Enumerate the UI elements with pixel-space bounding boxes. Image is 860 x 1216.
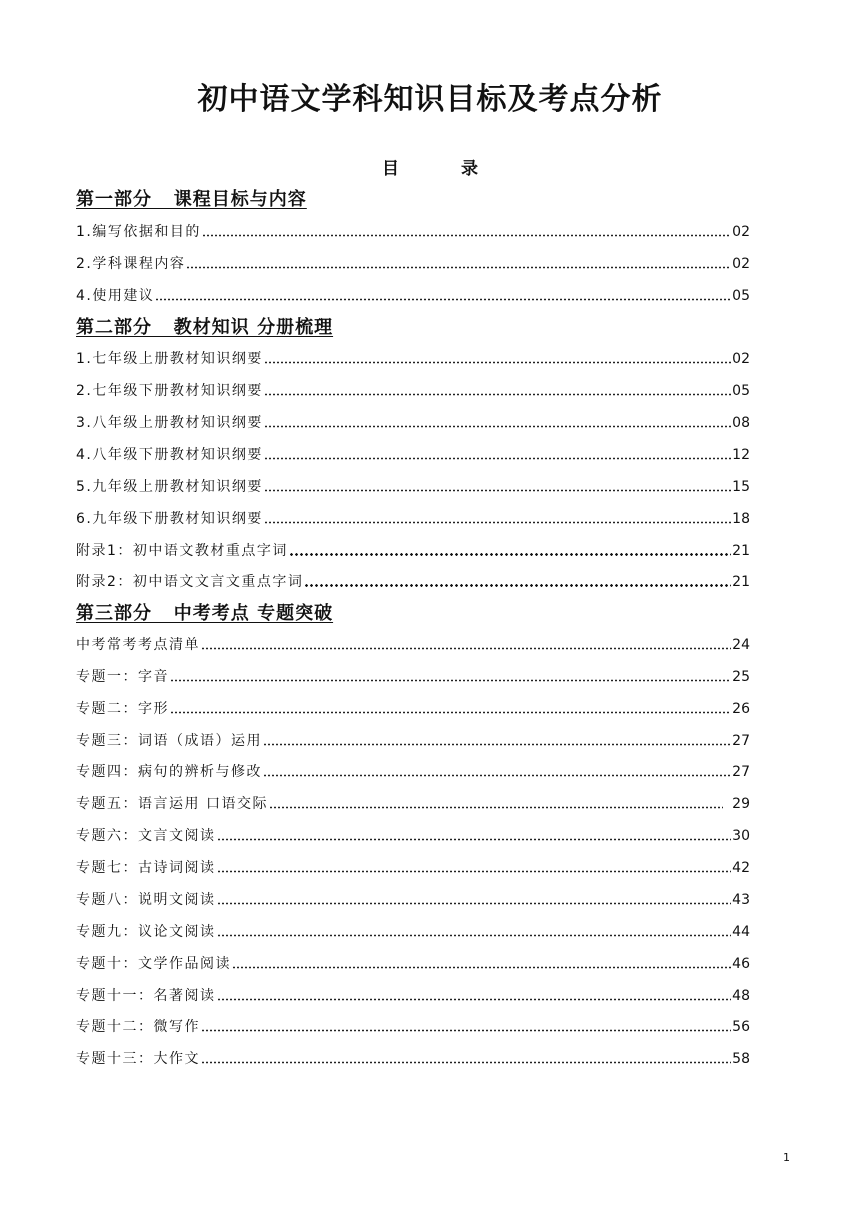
- toc-entry-label: 附录1：初中语文教材重点字词: [76, 543, 288, 559]
- document-title: 初中语文学科知识目标及考点分析: [197, 82, 663, 117]
- toc-entry-page: 56: [732, 1019, 750, 1035]
- dot-leader: [217, 838, 732, 841]
- dot-leader: [186, 266, 731, 269]
- dot-leader: [201, 647, 731, 650]
- dot-leader: [232, 966, 731, 969]
- toc-entry[interactable]: [76, 537, 750, 561]
- dot-leader: [264, 521, 731, 524]
- dot-leader: [217, 870, 732, 873]
- dot-leader: [264, 425, 731, 428]
- toc-entry-page: 27: [732, 733, 750, 749]
- toc-entry-label: 6.九年级下册教材知识纲要: [76, 511, 263, 527]
- toc-entry[interactable]: [76, 218, 750, 242]
- toc-entry[interactable]: [76, 568, 750, 592]
- toc-entry-label: 附录2：初中语文文言文重点字词: [76, 574, 304, 590]
- dot-leader: [201, 1061, 731, 1064]
- toc-entry[interactable]: [76, 1045, 750, 1069]
- toc-entry-page: 18: [732, 511, 750, 527]
- toc-entry-label: 专题七：古诗词阅读: [76, 860, 216, 876]
- toc-entry-page: 15: [732, 479, 750, 495]
- toc-entry-page: 02: [732, 256, 750, 272]
- toc-entry[interactable]: [76, 695, 750, 719]
- dot-leader: [264, 361, 731, 364]
- toc-entry-label: 专题十三：大作文: [76, 1051, 200, 1067]
- toc-entry-page: 25: [732, 669, 750, 685]
- toc-entry-page: 26: [732, 701, 750, 717]
- toc-entry-page: 24: [732, 637, 750, 653]
- dot-leader: [202, 234, 731, 237]
- toc-entry-page: 21: [732, 574, 750, 590]
- dot-leader: [217, 998, 732, 1001]
- toc-entry[interactable]: [76, 345, 750, 369]
- toc-entry-page: 05: [732, 383, 750, 399]
- toc-entry-label: 专题十一：名著阅读: [76, 988, 216, 1004]
- dot-leader: [170, 711, 731, 714]
- toc-entry[interactable]: [76, 790, 750, 814]
- toc-entry-label: 3.八年级上册教材知识纲要: [76, 415, 263, 431]
- toc-entry-label: 专题十：文学作品阅读: [76, 956, 231, 972]
- dot-leader: [264, 393, 731, 396]
- dot-leader: [217, 934, 732, 937]
- toc-entry-label: 专题六：文言文阅读: [76, 828, 216, 844]
- dot-leader: [217, 902, 732, 905]
- toc-entry-page: 08: [732, 415, 750, 431]
- page-number: 1: [783, 1151, 790, 1164]
- toc-entry-page: 46: [732, 956, 750, 972]
- toc-entry-page: 05: [732, 288, 750, 304]
- toc-heading: 目 录: [382, 159, 506, 179]
- toc-entry[interactable]: [76, 409, 750, 433]
- part-header-2: 第二部分 教材知识 分册梳理: [76, 317, 334, 338]
- toc-entry-label: 专题八：说明文阅读: [76, 892, 216, 908]
- toc-entry[interactable]: [76, 250, 750, 274]
- toc-entry[interactable]: [76, 505, 750, 529]
- toc-entry-page: 58: [732, 1051, 750, 1067]
- toc-entry[interactable]: [76, 282, 750, 306]
- toc-entry-label: 专题一：字音: [76, 669, 169, 685]
- toc-entry[interactable]: [76, 1013, 750, 1037]
- toc-entry-page: 48: [732, 988, 750, 1004]
- toc-entry-label: 中考常考考点清单: [76, 637, 200, 653]
- toc-entry-page: 21: [732, 543, 750, 559]
- toc-entry[interactable]: [76, 854, 750, 878]
- dot-leader: [155, 298, 731, 301]
- toc-entry-page: 27: [732, 764, 750, 780]
- toc-entry-page: 02: [732, 224, 750, 240]
- toc-entry[interactable]: [76, 663, 750, 687]
- dot-leader: [269, 806, 723, 809]
- dot-leader: [263, 743, 731, 746]
- toc-entry-label: 2.学科课程内容: [76, 256, 186, 272]
- toc-entry[interactable]: [76, 631, 750, 655]
- toc-entry-page: 43: [732, 892, 750, 908]
- toc-entry-label: 专题三：词语（成语）运用: [76, 733, 262, 749]
- toc-entry-label: 2.七年级下册教材知识纲要: [76, 383, 263, 399]
- toc-entry-label: 专题十二：微写作: [76, 1019, 200, 1035]
- toc-entry-label: 1.七年级上册教材知识纲要: [76, 351, 263, 367]
- toc-entry-label: 5.九年级上册教材知识纲要: [76, 479, 263, 495]
- toc-entry-label: 专题九：议论文阅读: [76, 924, 216, 940]
- dot-leader: [263, 774, 731, 777]
- dot-leader: [201, 1029, 731, 1032]
- dot-leader: [264, 457, 731, 460]
- toc-entry-page: 42: [732, 860, 750, 876]
- toc-entry[interactable]: [76, 950, 750, 974]
- toc-entry[interactable]: [76, 886, 750, 910]
- toc-entry[interactable]: [76, 918, 750, 942]
- dot-leader: [170, 679, 731, 682]
- toc-entry[interactable]: [76, 473, 750, 497]
- toc-entry-label: 4.使用建议: [76, 288, 155, 304]
- toc-entry[interactable]: [76, 377, 750, 401]
- part-header-1: 第一部分 课程目标与内容: [76, 189, 307, 210]
- toc-entry-page: 30: [732, 828, 750, 844]
- toc-entry[interactable]: [76, 822, 750, 846]
- dot-leader: [289, 553, 731, 556]
- toc-entry-page: 44: [732, 924, 750, 940]
- part-header-3: 第三部分 中考考点 专题突破: [76, 603, 334, 624]
- toc-entry-page: 29: [732, 796, 750, 812]
- toc-entry[interactable]: [76, 758, 750, 782]
- toc-entry-label: 专题二：字形: [76, 701, 169, 717]
- toc-entry-label: 专题四：病句的辨析与修改: [76, 764, 262, 780]
- toc-entry-label: 1.编写依据和目的: [76, 224, 201, 240]
- dot-leader: [304, 584, 731, 587]
- dot-leader: [264, 489, 731, 492]
- toc-entry[interactable]: [76, 982, 750, 1006]
- toc-entry[interactable]: [76, 727, 750, 751]
- toc-entry-page: 02: [732, 351, 750, 367]
- toc-entry-label: 4.八年级下册教材知识纲要: [76, 447, 263, 463]
- toc-entry-label: 专题五：语言运用 口语交际: [76, 796, 268, 812]
- toc-entry-page: 12: [732, 447, 750, 463]
- toc-entry[interactable]: [76, 441, 750, 465]
